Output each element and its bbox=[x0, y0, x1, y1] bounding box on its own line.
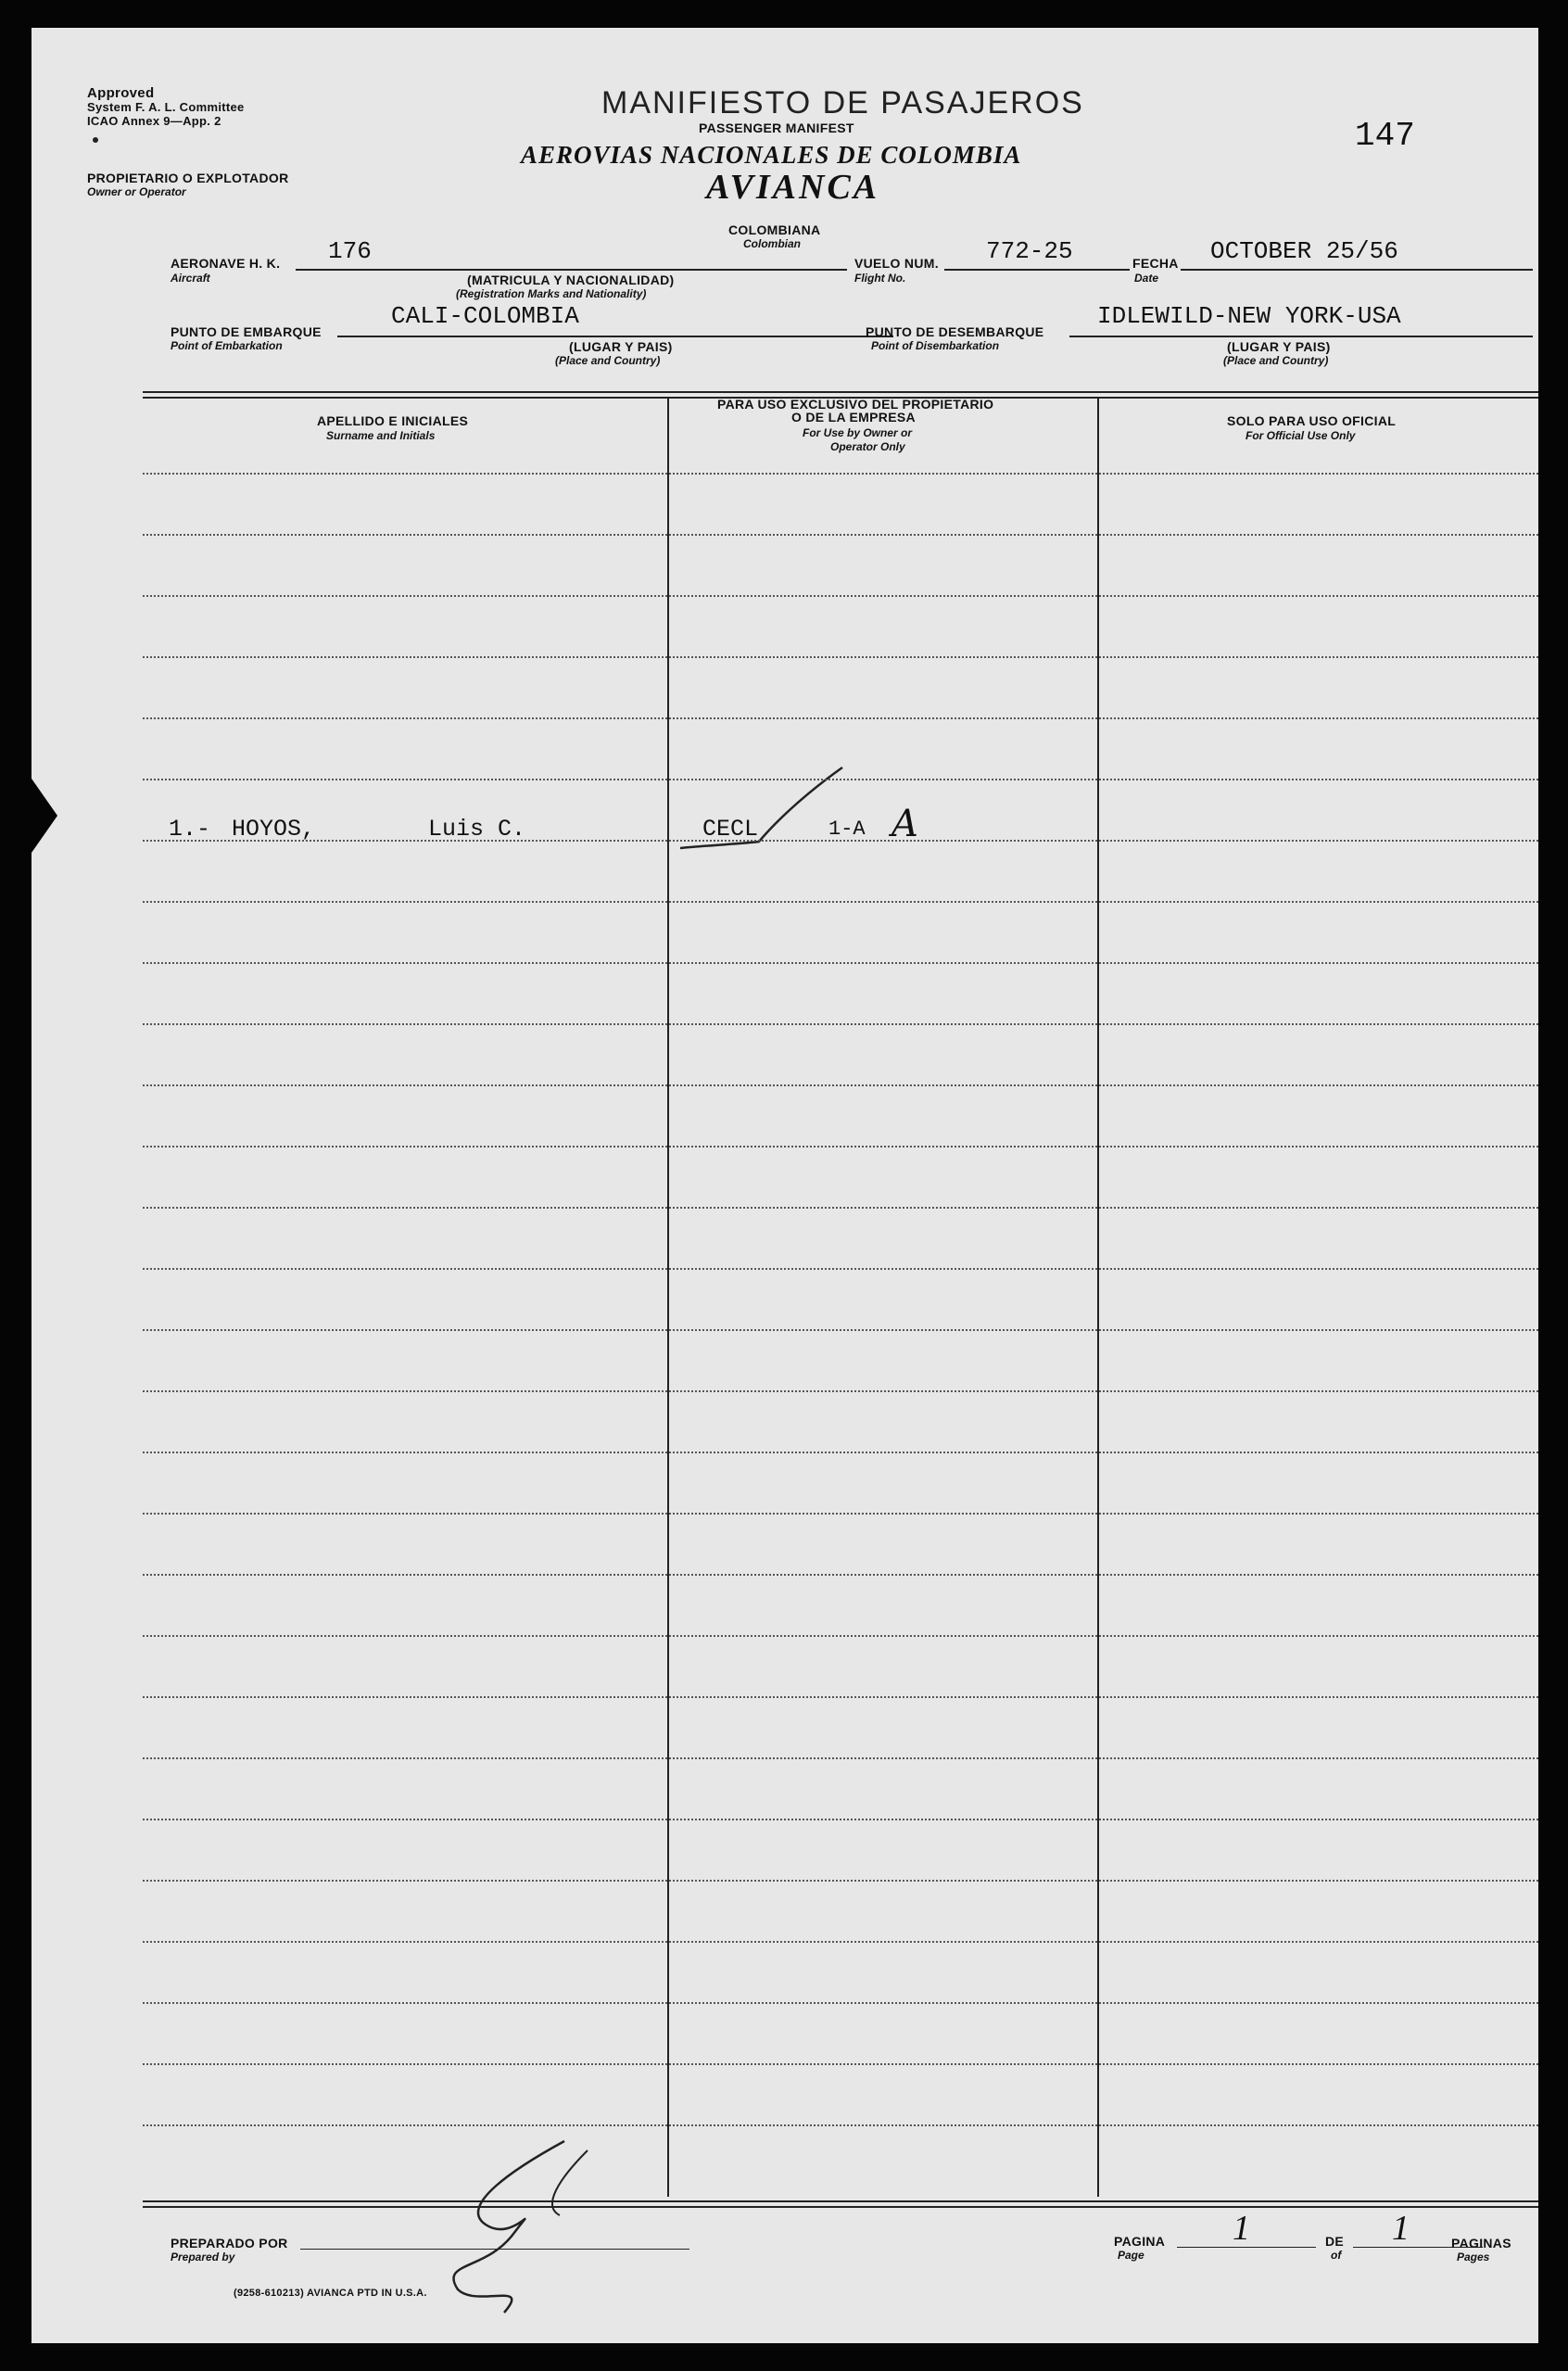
footer-rule-top bbox=[143, 2200, 1538, 2202]
pagina-value: 1 bbox=[1233, 2209, 1250, 2248]
column-operator-label-es-2: O DE LA EMPRESA bbox=[791, 410, 916, 425]
paginas-label-es: PAGINAS bbox=[1451, 2236, 1511, 2251]
entry-rule bbox=[143, 1941, 1538, 1943]
entry-rule bbox=[143, 595, 1538, 597]
entry-rule bbox=[143, 1513, 1538, 1515]
entry-rule bbox=[143, 1390, 1538, 1392]
disembarkation-underline bbox=[1069, 336, 1533, 337]
embarkation-label-en: Point of Embarkation bbox=[171, 339, 283, 352]
column-operator-label-en-1: For Use by Owner or bbox=[803, 426, 913, 439]
punch-notch bbox=[32, 779, 57, 853]
entry-rule bbox=[143, 901, 1538, 903]
pagina-label-en: Page bbox=[1118, 2249, 1144, 2262]
column-official-label-en: For Official Use Only bbox=[1246, 429, 1356, 442]
date-underline bbox=[1181, 269, 1533, 271]
pagina-label-es: PAGINA bbox=[1114, 2234, 1166, 2249]
column-divider-2 bbox=[1097, 399, 1099, 2197]
passenger-number: 1.- bbox=[169, 816, 211, 843]
nationality-label-es: COLOMBIANA bbox=[728, 222, 821, 237]
flight-underline bbox=[944, 269, 1130, 271]
column-divider-1 bbox=[667, 399, 669, 2197]
de-label-es: DE bbox=[1325, 2234, 1345, 2249]
flight-label-en: Flight No. bbox=[854, 272, 906, 285]
date-value: OCTOBER 25/56 bbox=[1210, 237, 1398, 265]
embarkation-label-es: PUNTO DE EMBARQUE bbox=[171, 324, 322, 339]
disembarkation-sub-en: (Place and Country) bbox=[1223, 354, 1329, 367]
passenger-handwritten-mark: A bbox=[891, 803, 918, 845]
entry-rule bbox=[143, 717, 1538, 719]
entry-rule bbox=[143, 1819, 1538, 1820]
entry-rule bbox=[143, 1757, 1538, 1759]
entry-rule bbox=[143, 1696, 1538, 1698]
entry-rule bbox=[143, 656, 1538, 658]
passenger-initials: Luis C. bbox=[428, 816, 526, 843]
column-names-label-es: APELLIDO E INICIALES bbox=[317, 413, 469, 428]
signature-drawing bbox=[402, 2123, 634, 2327]
bullet-dot bbox=[93, 137, 98, 143]
pagina-underline bbox=[1177, 2247, 1316, 2248]
disembarkation-label-en: Point of Disembarkation bbox=[871, 339, 1000, 352]
header-rule-top bbox=[143, 391, 1538, 393]
paginas-label-en: Pages bbox=[1457, 2251, 1490, 2263]
entry-rule bbox=[143, 1329, 1538, 1331]
embarkation-value: CALI-COLOMBIA bbox=[391, 302, 579, 330]
entry-rule bbox=[143, 534, 1538, 536]
prepared-label-es: PREPARADO POR bbox=[171, 2236, 288, 2251]
title-en: PASSENGER MANIFEST bbox=[699, 120, 854, 135]
date-label-es: FECHA bbox=[1132, 256, 1179, 271]
column-operator-label-es-1: PARA USO EXCLUSIVO DEL PROPIETARIO bbox=[717, 397, 994, 412]
aircraft-value: 176 bbox=[328, 237, 372, 265]
column-operator-label-en-2: Operator Only bbox=[830, 440, 905, 453]
entry-rule bbox=[143, 962, 1538, 964]
aircraft-sub-en: (Registration Marks and Nationality) bbox=[456, 287, 647, 300]
check-mark-drawing bbox=[671, 760, 856, 862]
entry-rule bbox=[143, 1207, 1538, 1209]
embarkation-underline bbox=[337, 336, 893, 337]
entry-rule bbox=[143, 1023, 1538, 1025]
aircraft-underline bbox=[296, 269, 847, 271]
embarkation-sub-es: (LUGAR Y PAIS) bbox=[569, 339, 673, 354]
passenger-operator-note: CECL bbox=[702, 816, 759, 843]
entry-rule bbox=[143, 473, 1538, 475]
form-code: (9258-610213) AVIANCA PTD IN U.S.A. bbox=[234, 2288, 427, 2299]
entry-rule bbox=[143, 2124, 1538, 2126]
footer-rule-second bbox=[143, 2206, 1538, 2208]
passenger-seat: 1-A bbox=[828, 818, 866, 841]
entry-rule bbox=[143, 1452, 1538, 1453]
de-label-en: of bbox=[1331, 2249, 1342, 2262]
manifest-sheet bbox=[32, 28, 1538, 2343]
prepared-label-en: Prepared by bbox=[171, 2251, 235, 2263]
entry-rule bbox=[143, 1268, 1538, 1270]
disembarkation-value: IDLEWILD-NEW YORK-USA bbox=[1097, 302, 1401, 330]
entry-rule bbox=[143, 1635, 1538, 1637]
approval-line-2: System F. A. L. Committee bbox=[87, 100, 245, 114]
passenger-surname: HOYOS, bbox=[232, 816, 316, 843]
owner-label-en: Owner or Operator bbox=[87, 185, 186, 198]
entry-rule bbox=[143, 1880, 1538, 1882]
aircraft-label-es: AERONAVE H. K. bbox=[171, 256, 281, 271]
nationality-label-en: Colombian bbox=[743, 237, 801, 250]
entry-rule bbox=[143, 2002, 1538, 2004]
page-number: 147 bbox=[1355, 117, 1415, 155]
approval-line-3: ICAO Annex 9—App. 2 bbox=[87, 114, 221, 128]
entry-rule bbox=[143, 1146, 1538, 1147]
approval-line-1: Approved bbox=[87, 85, 155, 101]
entry-rule bbox=[143, 1574, 1538, 1576]
total-pages-value: 1 bbox=[1392, 2209, 1410, 2248]
title-es: MANIFIESTO DE PASAJEROS bbox=[601, 85, 1084, 120]
embarkation-sub-en: (Place and Country) bbox=[555, 354, 661, 367]
entry-rule bbox=[143, 779, 1538, 780]
aircraft-label-en: Aircraft bbox=[171, 272, 210, 285]
disembarkation-label-es: PUNTO DE DESEMBARQUE bbox=[866, 324, 1044, 339]
company-name: AEROVIAS NACIONALES DE COLOMBIA bbox=[521, 141, 1022, 169]
flight-value: 772-25 bbox=[986, 237, 1073, 265]
entry-rule bbox=[143, 1084, 1538, 1086]
date-label-en: Date bbox=[1134, 272, 1159, 285]
column-names-label-en: Surname and Initials bbox=[326, 429, 436, 442]
aircraft-sub-es: (MATRICULA Y NACIONALIDAD) bbox=[467, 273, 675, 287]
entry-rule bbox=[143, 840, 1538, 842]
brand-name: AVIANCA bbox=[706, 168, 880, 207]
entry-rule bbox=[143, 2063, 1538, 2065]
column-official-label-es: SOLO PARA USO OFICIAL bbox=[1227, 413, 1397, 428]
owner-label-es: PROPIETARIO O EXPLOTADOR bbox=[87, 171, 289, 185]
disembarkation-sub-es: (LUGAR Y PAIS) bbox=[1227, 339, 1331, 354]
flight-label-es: VUELO NUM. bbox=[854, 256, 939, 271]
